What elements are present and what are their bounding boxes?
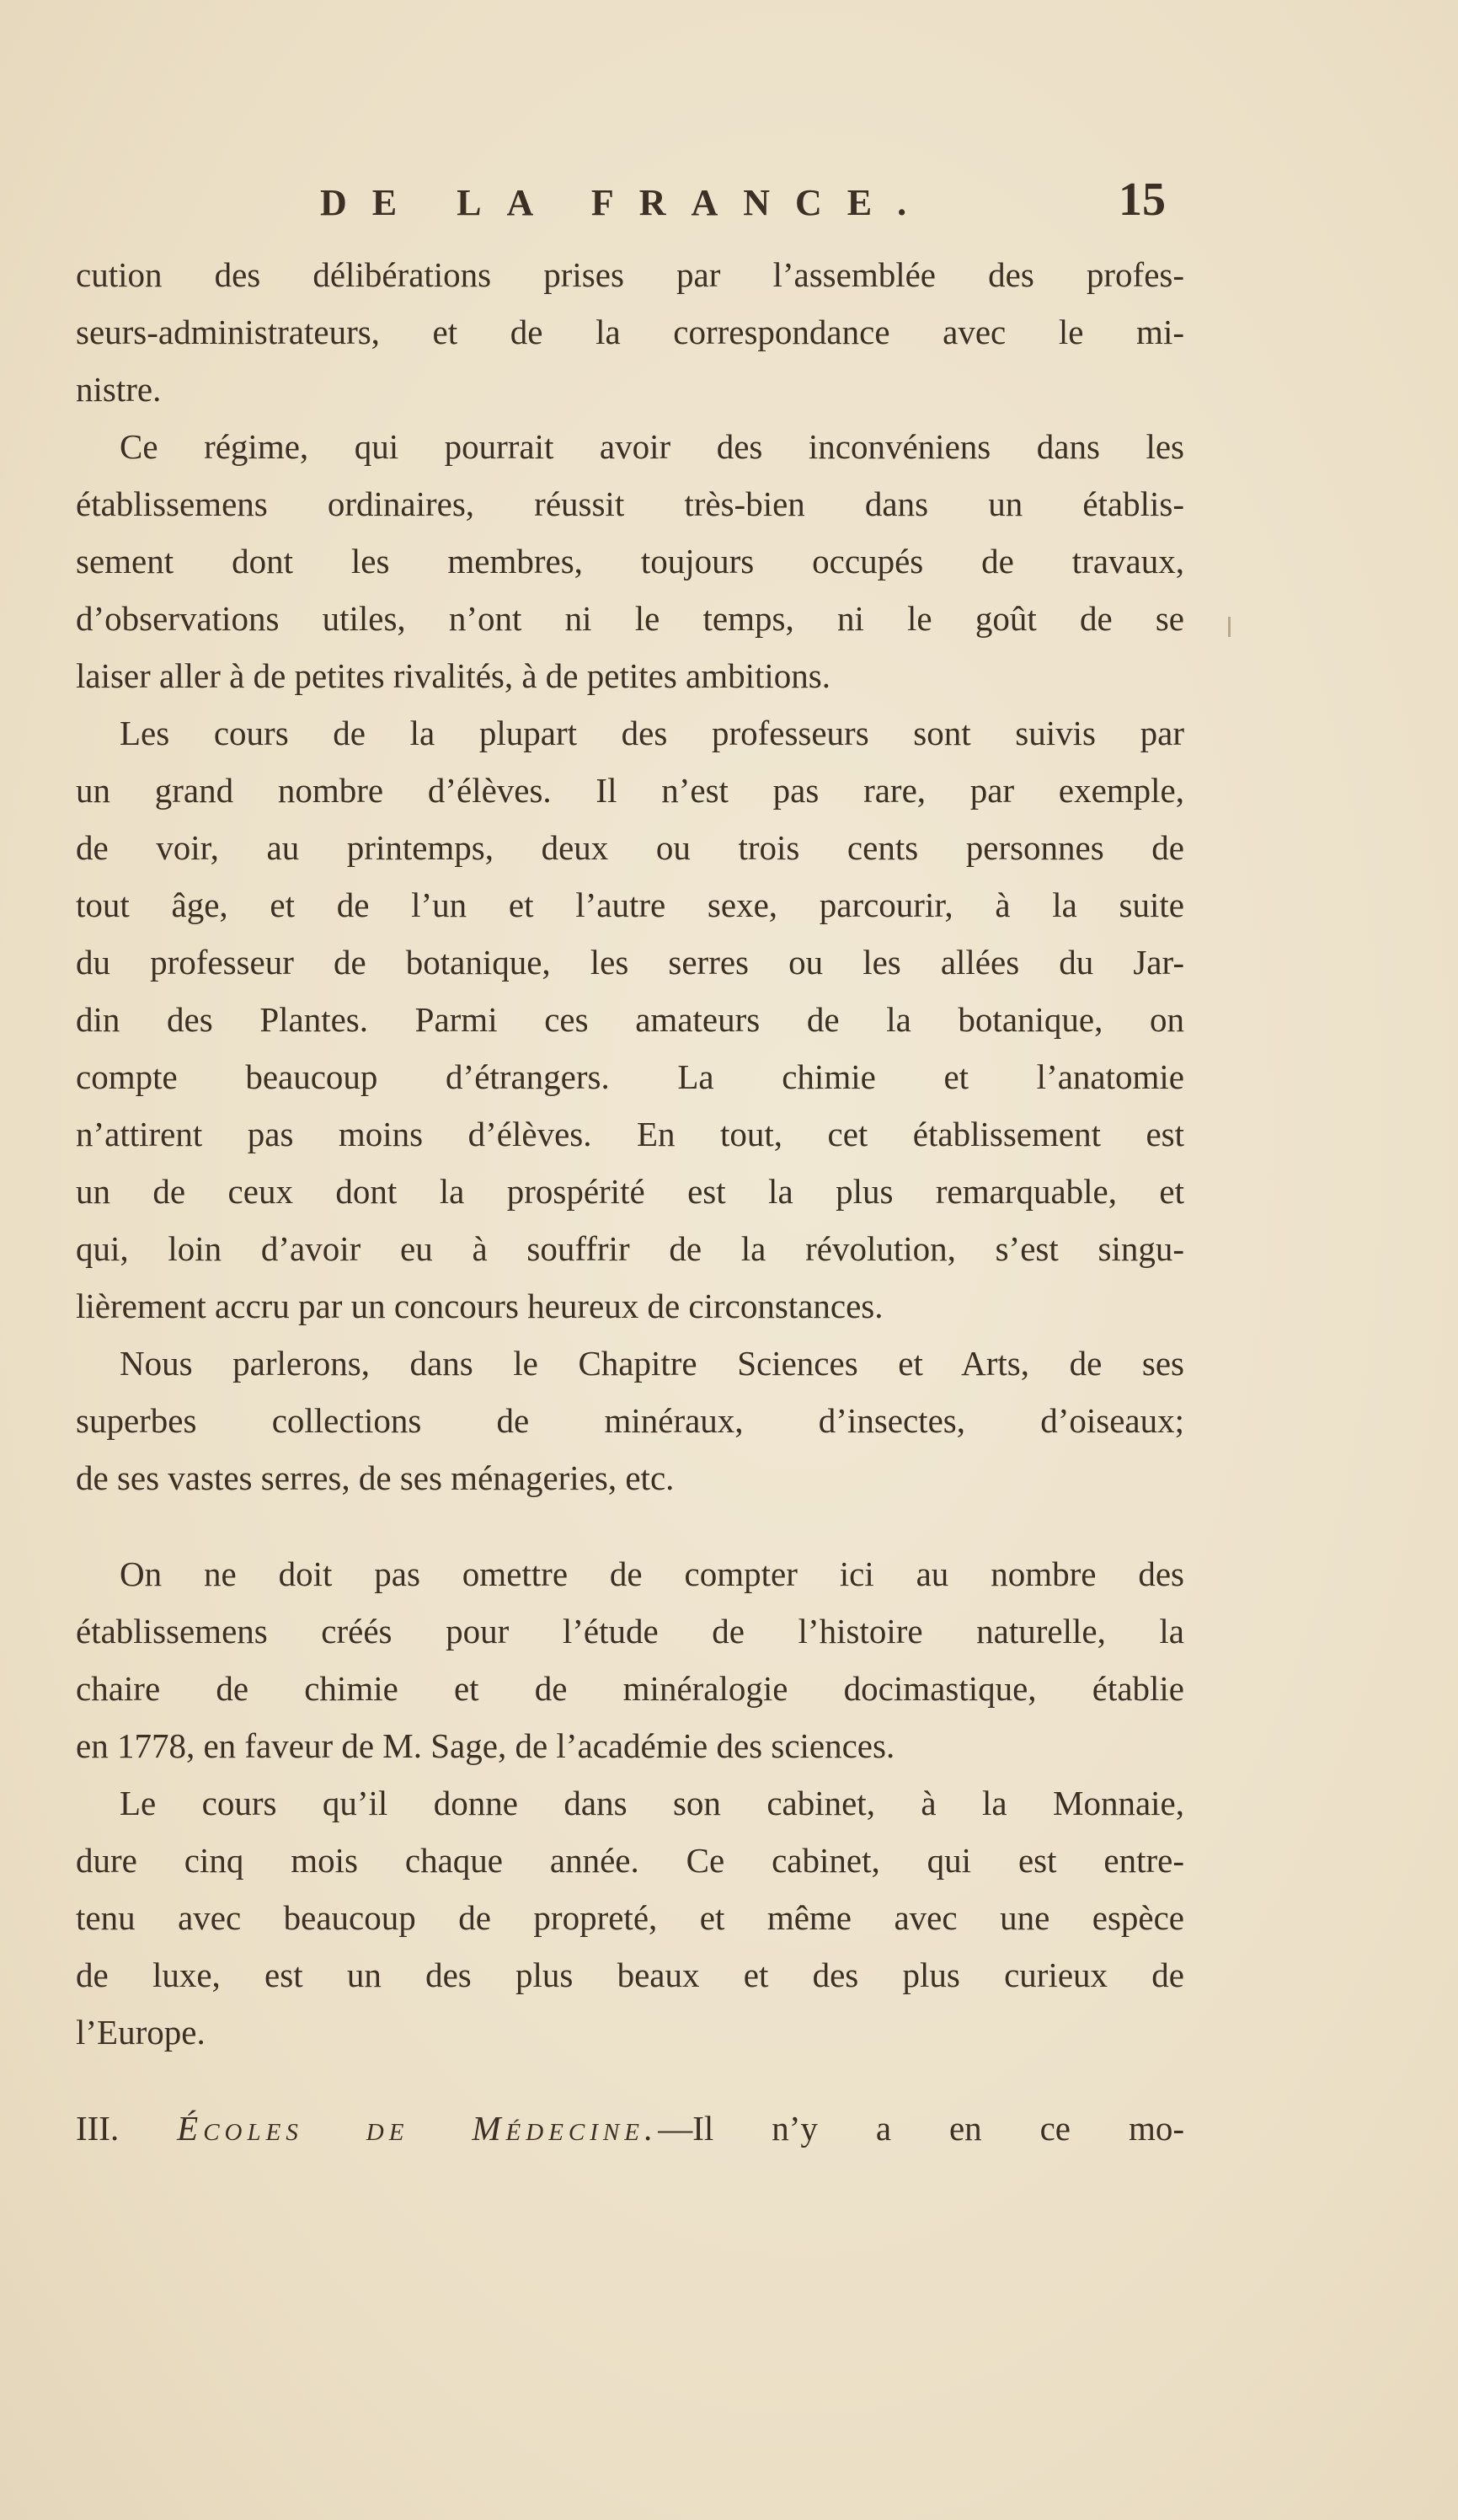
- text-line: en 1778, en faveur de M. Sage, de l’académie des sciences.: [76, 1726, 895, 1765]
- paragraph-3: [76, 704, 1184, 1335]
- text-line: Le cours qu’il donne dans son cabinet, à la Monnaie,: [120, 1784, 1184, 1822]
- text-line: din des Plantes. Parmi ces amateurs de la botanique, on: [76, 1000, 1184, 1039]
- text-line: dure cinq mois chaque année. Ce cabinet, qui est entre-: [76, 1841, 1184, 1880]
- section-heading: [76, 2100, 1184, 2157]
- paragraph-gap: [76, 1506, 1184, 1545]
- text-line: établissemens ordinaires, réussit très-bien dans un établis-: [76, 484, 1184, 523]
- text-line: qui, loin d’avoir eu à souffrir de la révolution, s’est singu-: [76, 1229, 1184, 1268]
- page-header: [0, 173, 1458, 232]
- text-line: un grand nombre d’élèves. Il n’est pas rare, par exemple,: [76, 771, 1184, 810]
- section-text: —Il n’y a en ce mo-: [658, 2109, 1184, 2148]
- paragraph-2: [76, 418, 1184, 704]
- paragraph-gap: [76, 2061, 1184, 2100]
- text-line: établissemens créés pour l’étude de l’histoire naturelle, la: [76, 1612, 1184, 1651]
- text-line: nistre.: [76, 370, 162, 409]
- text-line: d’observations utiles, n’ont ni le temps, ni le goût de se: [76, 599, 1184, 638]
- text-line: compte beaucoup d’étrangers. La chimie et l’anatomie: [76, 1057, 1184, 1096]
- text-line: superbes collections de minéraux, d’insectes, d’oiseaux;: [76, 1401, 1184, 1440]
- text-line: un de ceux dont la prospérité est la plus remarquable, et: [76, 1172, 1184, 1211]
- text-line: seurs-administrateurs, et de la correspondance avec le mi-: [76, 313, 1184, 351]
- text-line: l’Europe.: [76, 2013, 206, 2052]
- page-number: 15: [1119, 174, 1166, 226]
- text-line: laiser aller à de petites rivalités, à de petites ambitions.: [76, 656, 830, 695]
- paragraph-4: [76, 1335, 1184, 1506]
- text-line: Nous parlerons, dans le Chapitre Sciences et Arts, de ses: [120, 1344, 1184, 1383]
- text-line: lièrement accru par un concours heureux de circonstances.: [76, 1287, 884, 1325]
- text-line: cution des délibérations prises par l’assemblée des profes-: [76, 255, 1184, 294]
- paragraph-6: [76, 1774, 1184, 2061]
- section-heading-line: [76, 2100, 1184, 2157]
- text-line: de voir, au printemps, deux ou trois cents personnes de: [76, 828, 1184, 867]
- text-line: Ce régime, qui pourrait avoir des inconvéniens dans les: [120, 427, 1184, 466]
- text-line: de ses vastes serres, de ses ménageries, etc.: [76, 1458, 675, 1497]
- text-line: On ne doit pas omettre de compter ici au nombre des: [120, 1554, 1184, 1593]
- text-line: sement dont les membres, toujours occupés de travaux,: [76, 542, 1184, 581]
- running-head: DE LA FRANCE.: [320, 182, 932, 223]
- text-line: tenu avec beaucoup de propreté, et même avec une espèce: [76, 1898, 1184, 1937]
- body-text: [76, 246, 1184, 2157]
- section-title: Écoles de Médecine.: [177, 2109, 659, 2148]
- text-line: du professeur de botanique, les serres ou les allées du Jar-: [76, 943, 1184, 982]
- text-line: de luxe, est un des plus beaux et des plus curieux de: [76, 1956, 1184, 1994]
- text-line: chaire de chimie et de minéralogie docimastique, établie: [76, 1669, 1184, 1708]
- paragraph-1: [76, 246, 1184, 418]
- text-line: tout âge, et de l’un et l’autre sexe, parcourir, à la suite: [76, 885, 1184, 924]
- margin-mark: [1228, 617, 1231, 637]
- text-line: n’attirent pas moins d’élèves. En tout, cet établissement est: [76, 1115, 1184, 1153]
- paragraph-5: [76, 1545, 1184, 1774]
- section-number: III.: [76, 2109, 120, 2148]
- text-line: Les cours de la plupart des professeurs sont suivis par: [120, 714, 1184, 752]
